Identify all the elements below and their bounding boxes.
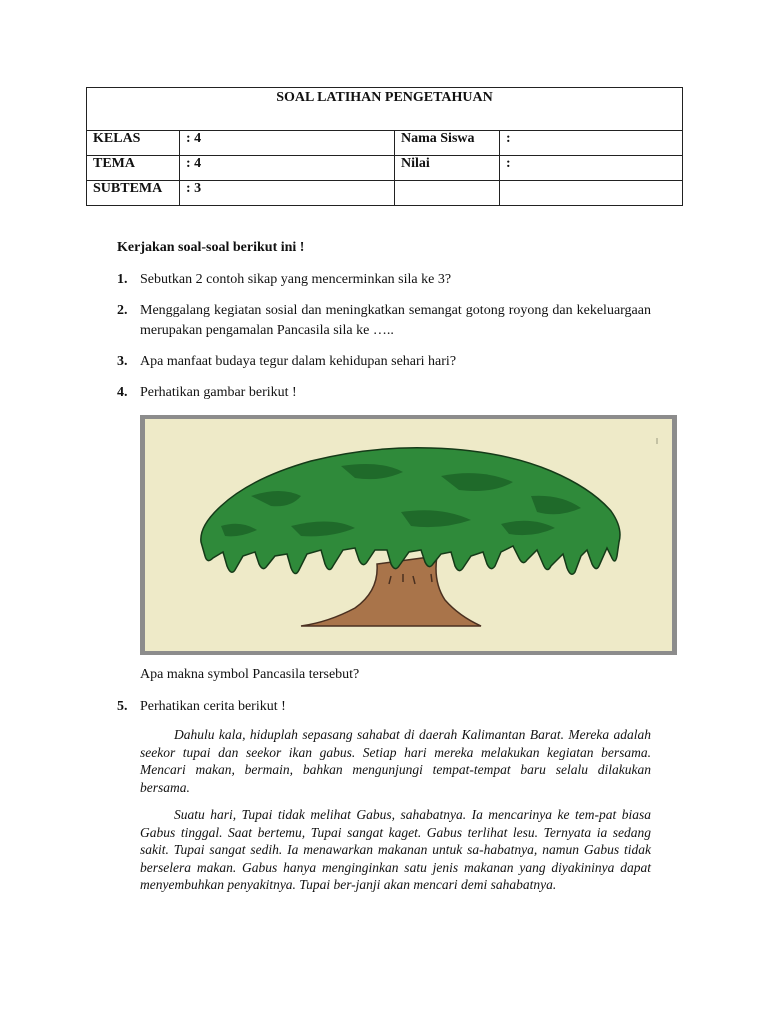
question-number: 5. [117,699,128,714]
question-text: Apa manfaat budaya tegur dalam kehidupan sehari hari? [140,354,457,369]
question-text: Perhatikan cerita berikut ! [140,699,286,714]
header-title-row [87,88,683,131]
question-3 [117,352,651,372]
question-number: 1. [117,272,128,287]
question-number: 4. [117,385,128,400]
kelas-label: KELAS [87,131,180,156]
worksheet-title: SOAL LATIHAN PENGETAHUAN [87,88,683,131]
tree-image [140,415,677,655]
question-5 [117,697,651,717]
empty-cell [500,181,683,206]
story-paragraph [140,806,651,894]
header-row-tema [87,156,683,181]
nilai-label: Nilai [395,156,500,181]
kelas-value: : 4 [180,131,395,156]
story-paragraph-2: Suatu hari, Tupai tidak melihat Gabus, sahabatnya. Ia mencarinya ke tem-pat biasa Gabus tinggal. Saat bertemu, Tupai sangat kaget. Gabus terlihat lesu. Ternyata ia sedang sakit. Tupai sangat sedih. Ia menawarkan makanan untuk sa-habatnya, namun Gabus tidak berselera makan. Gabus hanya menginginkan satu jenis makanan yang diyakininya dapat menyembuhkan penyakitnya. Tupai ber-janji akan mencari demi sahabatnya. [140,807,651,892]
empty-cell [395,181,500,206]
tema-label: TEMA [87,156,180,181]
story-paragraph-1: Dahulu kala, hiduplah sepasang sahabat di daerah Kalimantan Barat. Mereka adalah seekor tupai dan seekor ikan gabus. Setiap hari mereka melakukan kegiatan bersama. Mencari makan, bermain, bahkan mengunjungi tempat-tempat baru selalu dilakukan bersama. [140,727,651,795]
header-row-subtema [87,181,683,206]
header-row-kelas [87,131,683,156]
question-number: 2. [117,303,128,318]
question-number: 3. [117,354,128,369]
nama-siswa-value: : [500,131,683,156]
nilai-value: : [500,156,683,181]
tema-value: : 4 [180,156,395,181]
question-text: Sebutkan 2 contoh sikap yang mencerminkan sila ke 3? [140,272,452,287]
question-text: Perhatikan gambar berikut ! [140,385,297,400]
header-table [86,87,683,206]
question-2 [117,301,651,341]
nama-siswa-label: Nama Siswa [395,131,500,156]
question-1 [117,270,651,290]
subtema-value: : 3 [180,181,395,206]
question-text: Menggalang kegiatan sosial dan meningkatkan semangat gotong royong dan kekeluargaan merupakan pengamalan Pancasila sila ke ….. [140,303,651,338]
question-4-followup: Apa makna symbol Pancasila tersebut? [140,667,360,682]
question-4 [117,383,651,403]
story-paragraph [140,726,651,796]
subtema-label: SUBTEMA [87,181,180,206]
instruction: Kerjakan soal-soal berikut ini ! [117,240,305,255]
banyan-tree-icon [141,416,676,654]
